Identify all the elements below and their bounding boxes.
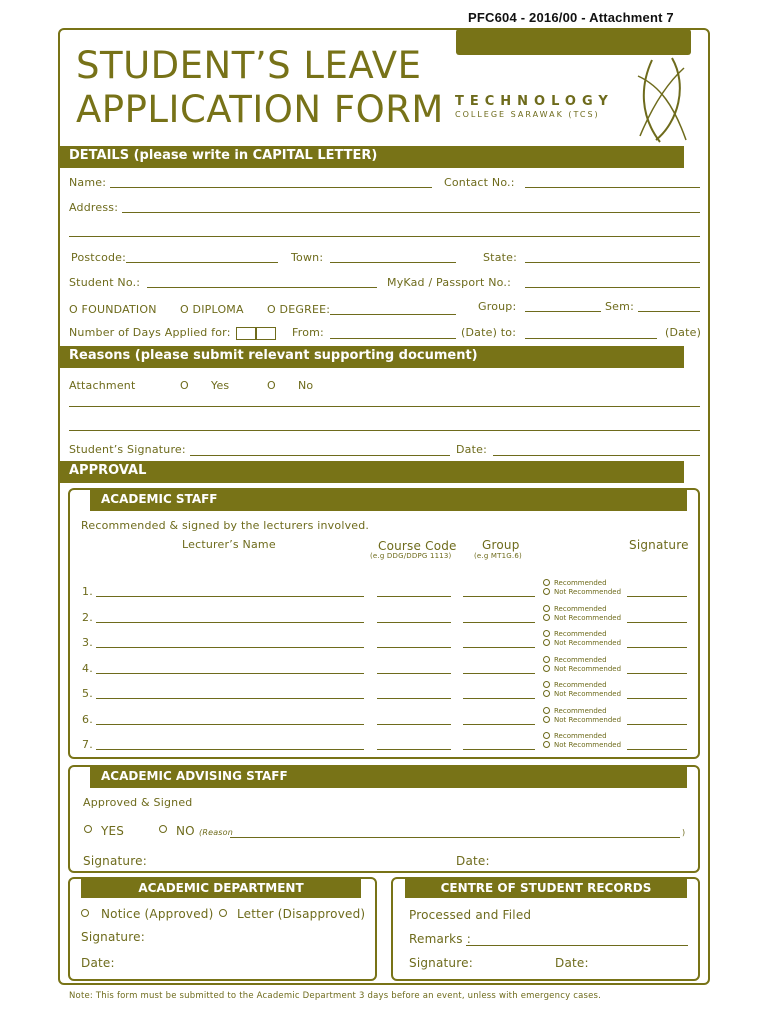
- lecturer-signature-field[interactable]: [627, 698, 687, 699]
- form-title-line1: STUDENT’S LEAVE: [76, 44, 422, 87]
- lecturer-row-number: 2.: [82, 610, 93, 624]
- course-code-field[interactable]: [377, 749, 451, 750]
- lecturer-name-field[interactable]: [96, 647, 364, 648]
- remarks-label: Remarks :: [409, 932, 472, 946]
- student-no-field[interactable]: [147, 287, 377, 288]
- advising-reason-label: (Reason: [199, 828, 234, 837]
- department-date-label: Date:: [81, 956, 115, 970]
- lecturer-signature-field[interactable]: [627, 724, 687, 725]
- date-to-label: (Date) to:: [461, 326, 517, 339]
- letter-disapproved-radio[interactable]: [219, 909, 227, 917]
- sem-field[interactable]: [638, 311, 700, 312]
- attachment-yes-radio[interactable]: O: [180, 379, 189, 392]
- lecturer-name-field[interactable]: [96, 724, 364, 725]
- group-field[interactable]: [463, 622, 535, 623]
- lecturer-row-number: 1.: [82, 585, 93, 598]
- group-field[interactable]: [463, 647, 535, 648]
- academic-staff-header: ACADEMIC STAFF: [90, 489, 687, 511]
- lecturer-name-field[interactable]: [96, 749, 364, 750]
- recommended-radio[interactable]: [543, 656, 550, 663]
- from-label: From:: [292, 326, 324, 339]
- student-no-label: Student No.:: [69, 276, 141, 289]
- town-field[interactable]: [330, 262, 456, 263]
- lecturer-signature-field[interactable]: [627, 647, 687, 648]
- address-label: Address:: [69, 201, 119, 214]
- records-signature-label: Signature:: [409, 956, 473, 970]
- records-date-label: Date:: [555, 956, 589, 970]
- postcode-label: Postcode:: [71, 251, 127, 264]
- recommended-radio[interactable]: [543, 605, 550, 612]
- not-recommended-label: Not Recommended: [554, 588, 622, 596]
- notice-approved-label: Notice (Approved): [101, 907, 214, 921]
- recommendation-options[interactable]: [543, 579, 621, 597]
- lecturer-row-number: 6.: [82, 712, 93, 726]
- recommendation-options[interactable]: [543, 630, 621, 648]
- advising-no-radio[interactable]: [159, 825, 167, 833]
- student-signature-label: Student’s Signature:: [69, 443, 186, 456]
- not-recommended-label: Not Recommended: [554, 715, 622, 724]
- days-box-1[interactable]: [236, 327, 256, 340]
- student-signature-field[interactable]: [190, 455, 450, 456]
- course-code-field[interactable]: [377, 622, 451, 623]
- advising-signature-label: Signature:: [83, 854, 147, 868]
- recommended-label: Recommended: [554, 681, 607, 689]
- lecturer-name-field[interactable]: [96, 622, 364, 623]
- advising-yes-radio[interactable]: [84, 825, 92, 833]
- recommendation-options[interactable]: [543, 656, 621, 674]
- not-recommended-label: Not Recommended: [554, 690, 622, 698]
- recommended-radio[interactable]: [543, 681, 550, 688]
- advising-yes-label: YES: [101, 824, 125, 838]
- student-records-header: CENTRE OF STUDENT RECORDS: [405, 878, 687, 898]
- student-date-field[interactable]: [493, 455, 700, 456]
- group-field[interactable]: [463, 596, 535, 597]
- not-recommended-label: Not Recommended: [554, 613, 622, 622]
- col-course-code: Course Code: [378, 539, 457, 553]
- lecturer-row-number: 5.: [82, 687, 93, 700]
- lecturer-signature-field[interactable]: [627, 749, 687, 750]
- advising-no-label: NO: [176, 824, 195, 838]
- recommended-label: Recommended: [554, 732, 607, 740]
- approval-header: APPROVAL: [60, 461, 684, 483]
- recommended-label: Recommended: [554, 604, 607, 613]
- days-box-2[interactable]: [256, 327, 276, 340]
- not-recommended-radio[interactable]: [543, 690, 550, 697]
- logo-mark-icon: [630, 56, 692, 146]
- not-recommended-label: Not Recommended: [554, 664, 622, 673]
- recommended-label: Recommended: [554, 706, 607, 715]
- lecturer-name-field[interactable]: [96, 673, 364, 674]
- mykad-label: MyKad / Passport No.:: [387, 276, 511, 289]
- department-signature-label: Signature:: [81, 930, 145, 944]
- footer-note: Note: This form must be submitted to the Academic Department 3 days before an event, unless with emergency cases.: [69, 991, 602, 1001]
- course-code-field[interactable]: [377, 647, 451, 648]
- degree-field[interactable]: [330, 314, 456, 315]
- recommendation-options[interactable]: [543, 707, 621, 725]
- advising-header: ACADEMIC ADVISING STAFF: [90, 766, 687, 788]
- logo-name: TECHNOLOGY: [455, 94, 614, 109]
- to-date-field[interactable]: [525, 338, 657, 339]
- town-label: Town:: [291, 251, 324, 264]
- reason-line-2[interactable]: [69, 430, 700, 431]
- not-recommended-radio[interactable]: [543, 741, 550, 748]
- recommended-radio[interactable]: [543, 630, 550, 637]
- group-field[interactable]: [525, 311, 601, 312]
- lecturer-name-field[interactable]: [96, 698, 364, 699]
- document-reference: PFC604 - 2016/00 - Attachment 7: [468, 10, 674, 25]
- academic-staff-intro: Recommended & signed by the lecturers involved.: [81, 519, 370, 532]
- days-label: Number of Days Applied for:: [69, 326, 231, 339]
- course-code-field[interactable]: [377, 724, 451, 725]
- col-signature: Signature: [629, 538, 689, 552]
- lecturer-signature-field[interactable]: [627, 596, 687, 597]
- advising-date-label: Date:: [456, 854, 490, 868]
- logo-subtitle: COLLEGE SARAWAK (TCS): [455, 110, 600, 119]
- mykad-field[interactable]: [525, 287, 700, 288]
- recommendation-options[interactable]: [543, 681, 621, 699]
- recommended-label: Recommended: [554, 579, 607, 587]
- not-recommended-radio[interactable]: [543, 665, 550, 672]
- notice-approved-radio[interactable]: [81, 909, 89, 917]
- advising-reason-field[interactable]: [230, 837, 680, 838]
- lecturer-name-field[interactable]: [96, 596, 364, 597]
- postcode-field[interactable]: [126, 262, 278, 263]
- group-label: Group:: [478, 300, 517, 313]
- foundation-option[interactable]: O FOUNDATION: [69, 303, 157, 316]
- recommended-radio[interactable]: [543, 579, 550, 586]
- date-unit-label: (Date): [665, 326, 702, 339]
- degree-option[interactable]: O DEGREE:: [267, 303, 331, 316]
- course-code-field[interactable]: [377, 673, 451, 674]
- recommended-radio[interactable]: [543, 732, 550, 739]
- reasons-header: Reasons (please submit relevant supporting document): [60, 346, 684, 368]
- advising-approved-label: Approved & Signed: [83, 796, 193, 809]
- col-lecturer-name: Lecturer’s Name: [182, 538, 276, 551]
- lecturer-signature-field[interactable]: [627, 673, 687, 674]
- not-recommended-radio[interactable]: [543, 716, 550, 723]
- academic-department-header: ACADEMIC DEPARTMENT: [81, 878, 361, 898]
- name-label: Name:: [69, 176, 107, 189]
- group-field[interactable]: [463, 673, 535, 674]
- not-recommended-label: Not Recommended: [554, 741, 622, 749]
- state-label: State:: [483, 251, 518, 264]
- attachment-no-label: No: [298, 379, 314, 392]
- details-header: DETAILS (please write in CAPITAL LETTER): [60, 146, 684, 168]
- col-group-example: (e.g MT1G.6): [474, 552, 522, 560]
- lecturer-row-number: 4.: [82, 661, 93, 675]
- not-recommended-radio[interactable]: [543, 614, 550, 621]
- remarks-field[interactable]: [466, 945, 688, 946]
- header-accent-bar: [456, 29, 691, 55]
- student-date-label: Date:: [456, 443, 487, 456]
- processed-filed-label: Processed and Filed: [409, 908, 532, 922]
- group-field[interactable]: [463, 698, 535, 699]
- attachment-label: Attachment: [69, 379, 136, 392]
- attachment-yes-label: Yes: [211, 379, 230, 392]
- reason-line-1[interactable]: [69, 406, 700, 407]
- not-recommended-radio[interactable]: [543, 639, 550, 646]
- name-field[interactable]: [110, 187, 432, 188]
- attachment-no-radio[interactable]: O: [267, 379, 276, 392]
- lecturer-row-number: 3.: [82, 636, 93, 649]
- group-field[interactable]: [463, 749, 535, 750]
- lecturer-row-number: 7.: [82, 738, 93, 751]
- sem-label: Sem:: [605, 300, 634, 313]
- recommended-label: Recommended: [554, 655, 607, 664]
- not-recommended-label: Not Recommended: [554, 639, 622, 647]
- col-group: Group: [482, 538, 520, 552]
- course-code-field[interactable]: [377, 698, 451, 699]
- contact-label: Contact No.:: [444, 176, 515, 189]
- lecturer-signature-field[interactable]: [627, 622, 687, 623]
- contact-field[interactable]: [525, 187, 700, 188]
- state-field[interactable]: [525, 262, 700, 263]
- not-recommended-radio[interactable]: [543, 588, 550, 595]
- recommended-label: Recommended: [554, 630, 607, 638]
- form-title-line2: APPLICATION FORM: [76, 88, 444, 131]
- col-course-example: (e.g DDG/DDPG 1113): [370, 552, 452, 560]
- recommendation-options[interactable]: [543, 605, 621, 623]
- diploma-option[interactable]: O DIPLOMA: [180, 303, 244, 316]
- recommendation-options[interactable]: [543, 732, 621, 750]
- group-field[interactable]: [463, 724, 535, 725]
- address-field-1[interactable]: [122, 212, 700, 213]
- letter-disapproved-label: Letter (Disapproved): [237, 907, 366, 921]
- address-field-2[interactable]: [69, 236, 700, 237]
- recommended-radio[interactable]: [543, 707, 550, 714]
- advising-reason-close: ): [682, 828, 686, 837]
- course-code-field[interactable]: [377, 596, 451, 597]
- from-date-field[interactable]: [330, 338, 456, 339]
